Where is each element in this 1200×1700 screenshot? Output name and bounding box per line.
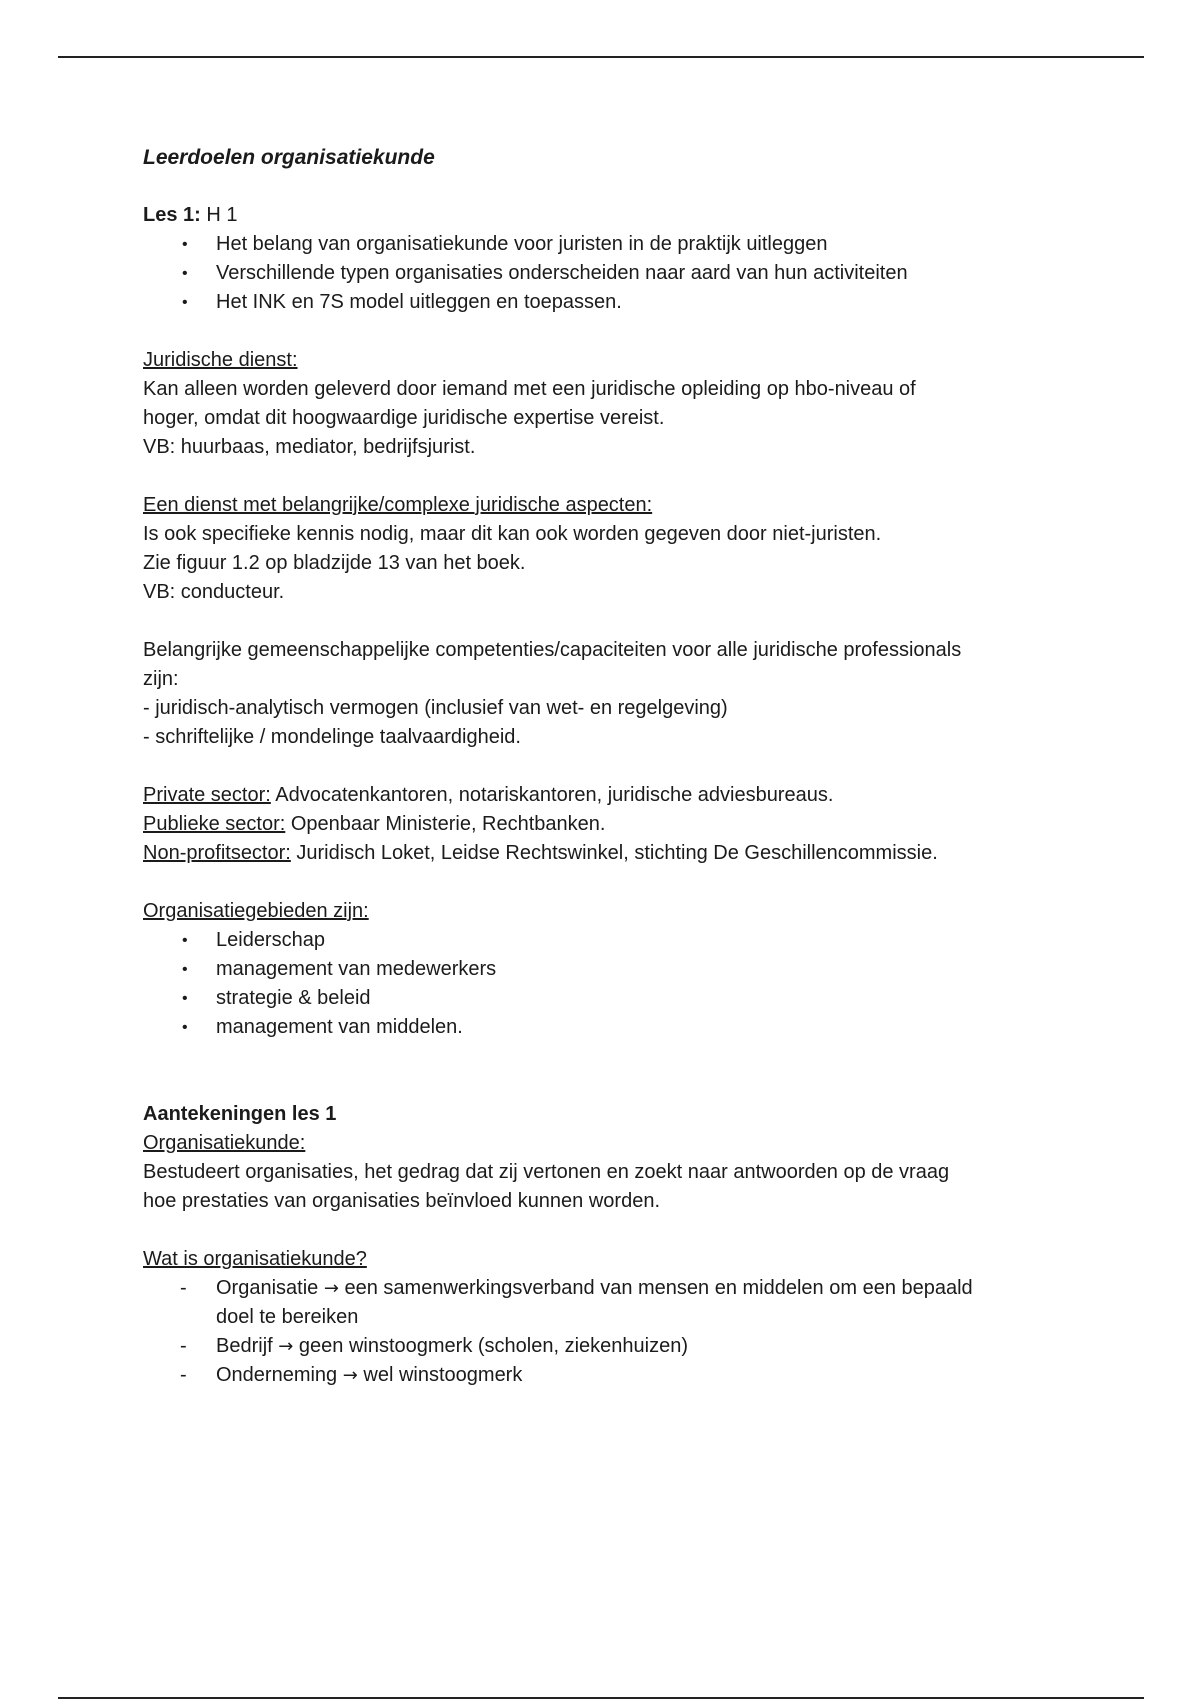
document-title: Leerdoelen organisatiekunde	[143, 146, 435, 169]
paragraph-line: - schriftelijke / mondelinge taalvaardigheid.	[143, 726, 521, 748]
list-item	[143, 984, 1083, 1013]
paragraph-line: - juridisch-analytisch vermogen (inclusief van wet- en regelgeving)	[143, 697, 728, 719]
list-item	[143, 259, 1083, 288]
bullet-marker: •	[182, 265, 188, 282]
list-item-text: Leiderschap	[216, 929, 325, 951]
complexe-dienst-heading: Een dienst met belangrijke/complexe juridische aspecten:	[143, 494, 653, 516]
definition: geen winstoogmerk (scholen, ziekenhuizen)	[293, 1335, 689, 1357]
arrow-right-icon: →	[278, 1336, 294, 1357]
sector-private	[143, 781, 1083, 810]
list-item-text: Het belang van organisatiekunde voor juristen in de praktijk uitleggen	[216, 233, 828, 255]
term: Onderneming	[216, 1364, 338, 1386]
paragraph-line: hoe prestaties van organisaties beïnvloed kunnen worden.	[143, 1190, 661, 1212]
paragraph-line: Belangrijke gemeenschappelijke competenties/capaciteiten voor alle juridische professionals	[143, 639, 962, 661]
paragraph-line: hoger, omdat dit hoogwaardige juridische expertise vereist.	[143, 407, 665, 429]
term: Organisatie	[216, 1277, 319, 1299]
paragraph-line: Zie figuur 1.2 op bladzijde 13 van het boek.	[143, 552, 526, 574]
les1-chapter: H 1	[200, 204, 238, 226]
list-item-text: Het INK en 7S model uitleggen en toepassen.	[216, 291, 622, 313]
definition-continued: doel te bereiken	[216, 1306, 359, 1328]
paragraph-line: VB: conducteur.	[143, 581, 285, 603]
list-item-text: strategie & beleid	[216, 987, 371, 1009]
list-item	[143, 926, 1083, 955]
organisatiegebieden-heading: Organisatiegebieden zijn:	[143, 900, 369, 922]
bullet-marker: •	[182, 961, 188, 978]
document-body	[143, 143, 1083, 1390]
organisatiegebieden-list	[143, 926, 1083, 1042]
paragraph-line: VB: huurbaas, mediator, bedrijfsjurist.	[143, 436, 476, 458]
les1-heading	[143, 201, 1083, 230]
list-item-text: management van medewerkers	[216, 958, 497, 980]
bullet-marker: •	[182, 932, 188, 949]
sector-public	[143, 810, 1083, 839]
sector-label: Private sector:	[143, 784, 271, 806]
sector-text: Advocatenkantoren, notariskantoren, juridische adviesbureaus.	[270, 784, 834, 806]
les1-label: Les 1:	[143, 204, 201, 226]
list-item	[143, 1361, 1083, 1390]
sector-text: Juridisch Loket, Leidse Rechtswinkel, stichting De Geschillencommissie.	[290, 842, 938, 864]
bullet-marker: •	[182, 294, 188, 311]
header-rule	[58, 56, 1144, 58]
paragraph-line: Kan alleen worden geleverd door iemand met een juridische opleiding op hbo-niveau of	[143, 378, 916, 400]
list-item	[143, 955, 1083, 984]
wat-is-list	[143, 1274, 1083, 1390]
list-item	[143, 288, 1083, 317]
list-item	[143, 1332, 1083, 1361]
bullet-marker: •	[182, 1019, 188, 1036]
footer-rule	[58, 1697, 1144, 1699]
wat-is-heading: Wat is organisatiekunde?	[143, 1248, 367, 1270]
dash-marker: -	[180, 1335, 187, 1357]
arrow-right-icon: →	[342, 1365, 358, 1386]
dash-marker: -	[180, 1364, 187, 1386]
sector-nonprofit	[143, 839, 1083, 868]
paragraph-line: Bestudeert organisaties, het gedrag dat zij vertonen en zoekt naar antwoorden op de vraag	[143, 1161, 950, 1183]
aantekeningen-heading: Aantekeningen les 1	[143, 1103, 337, 1125]
arrow-right-icon: →	[323, 1278, 339, 1299]
les1-learning-goals	[143, 230, 1083, 317]
bullet-marker: •	[182, 236, 188, 253]
definition: wel winstoogmerk	[357, 1364, 523, 1386]
list-item	[143, 230, 1083, 259]
dash-marker: -	[180, 1277, 187, 1299]
juridische-dienst-heading: Juridische dienst:	[143, 349, 298, 371]
list-item-text: management van middelen.	[216, 1016, 463, 1038]
list-item	[143, 1013, 1083, 1042]
definition: een samenwerkingsverband van mensen en middelen om een bepaald	[338, 1277, 973, 1299]
organisatiekunde-subheading: Organisatiekunde:	[143, 1132, 306, 1154]
paragraph-line: zijn:	[143, 668, 179, 690]
sector-label: Publieke sector:	[143, 813, 286, 835]
bullet-marker: •	[182, 990, 188, 1007]
paragraph-line: Is ook specifieke kennis nodig, maar dit kan ook worden gegeven door niet-juristen.	[143, 523, 882, 545]
list-item-text: Verschillende typen organisaties onderscheiden naar aard van hun activiteiten	[216, 262, 908, 284]
sector-label: Non-profitsector:	[143, 842, 291, 864]
list-item	[143, 1274, 1083, 1332]
term: Bedrijf	[216, 1335, 273, 1357]
sector-text: Openbaar Ministerie, Rechtbanken.	[285, 813, 606, 835]
